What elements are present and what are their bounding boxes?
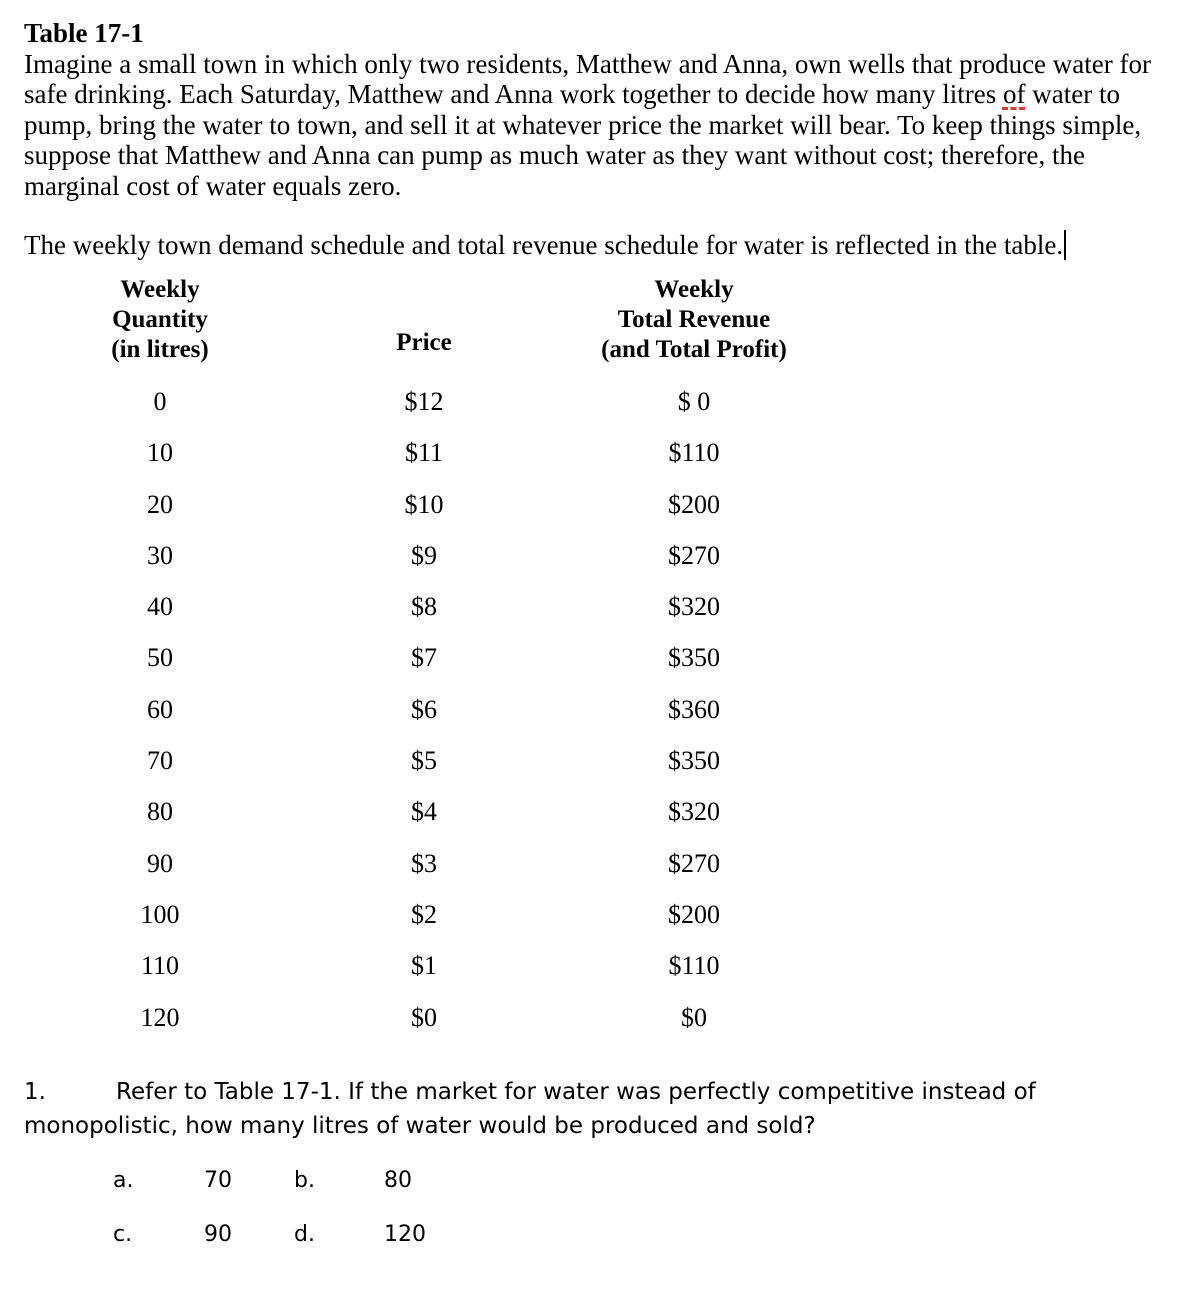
- quantity-cell: 60: [147, 694, 173, 724]
- revenue-cell: $110: [668, 951, 720, 981]
- question-text: Refer to Table 17-1. If the market for water was perfectly competitive instead of monopolistic, how many litres of water would be produced and sold?: [24, 1079, 1036, 1139]
- table-row: [0, 847, 1184, 898]
- price-cell: $7: [411, 643, 437, 673]
- table-row: [0, 436, 1184, 487]
- quantity-cell: 20: [147, 489, 173, 519]
- table-row: [0, 1001, 1184, 1052]
- quantity-cell: 0: [153, 387, 167, 416]
- demand-schedule-table: [0, 385, 1184, 1052]
- question-1: [24, 1075, 1174, 1143]
- option-d-value: 120: [384, 1222, 426, 1247]
- intro-text: [24, 49, 1174, 202]
- header-quantity-line-1: Weekly: [120, 276, 200, 303]
- revenue-cell: $110: [668, 438, 720, 468]
- quantity-cell: 30: [147, 540, 173, 570]
- option-b-letter: b.: [294, 1168, 315, 1193]
- revenue-cell: $350: [668, 746, 720, 776]
- table-row: [0, 590, 1184, 641]
- table-row: [0, 898, 1184, 949]
- revenue-cell: $320: [668, 797, 720, 827]
- price-cell: $9: [411, 540, 437, 570]
- table-row: [0, 949, 1184, 1000]
- intro-text-part-1: Imagine a small town in which only two residents, Matthew and Anna, own wells that produce water for safe drinking. Each Saturday, Matthew and Anna work together to decide how many litres: [24, 48, 1151, 109]
- lead-text: The weekly town demand schedule and total revenue schedule for water is reflected in the table.: [24, 230, 1064, 260]
- price-cell: $8: [411, 592, 437, 622]
- option-d-letter: d.: [294, 1222, 315, 1247]
- revenue-cell: $360: [668, 694, 720, 724]
- header-revenue-line-3: (and Total Profit): [601, 336, 787, 363]
- table-row: [0, 693, 1184, 744]
- revenue-cell: $320: [668, 592, 720, 622]
- option-b-value: 80: [384, 1168, 412, 1193]
- price-cell: $6: [411, 694, 437, 724]
- table-row: [0, 744, 1184, 795]
- quantity-cell: 80: [147, 797, 173, 827]
- price-cell: $4: [411, 797, 437, 827]
- revenue-cell: $350: [668, 643, 720, 673]
- quantity-cell: 120: [140, 1002, 180, 1032]
- price-cell: $10: [404, 489, 444, 519]
- header-quantity-line-3: (in litres): [111, 336, 209, 363]
- table-row: [0, 488, 1184, 539]
- option-a-value: 70: [204, 1168, 232, 1193]
- table-row: [0, 641, 1184, 692]
- quantity-cell: 10: [147, 438, 173, 468]
- option-c-value: 90: [204, 1222, 232, 1247]
- question-number: 1.: [24, 1079, 46, 1105]
- table-lead-sentence: [24, 230, 1066, 260]
- intro-text-part-2: water to pump, bring the water to town, and sell it at whatever price the market will bear. To keep things simple, suppose that Matthew and Anna can pump as much water as they want without cost; therefore, the marginal cost of water equals zero.: [24, 79, 1142, 201]
- revenue-cell: $270: [668, 540, 720, 570]
- option-c-letter: c.: [113, 1222, 133, 1247]
- revenue-cell: $ 0: [677, 387, 711, 416]
- option-a-letter: a.: [113, 1168, 134, 1193]
- price-cell: $1: [411, 951, 437, 981]
- table-row: [0, 385, 1184, 436]
- header-revenue: [601, 275, 787, 365]
- price-cell: $5: [411, 746, 437, 776]
- spellcheck-marked-word: of: [1002, 79, 1026, 109]
- revenue-cell: $270: [668, 848, 720, 878]
- revenue-cell: $200: [668, 489, 720, 519]
- quantity-cell: 40: [147, 592, 173, 622]
- quantity-cell: 100: [140, 899, 180, 929]
- quantity-cell: 110: [140, 951, 180, 981]
- table-title: Table 17-1: [24, 18, 144, 48]
- quantity-cell: 90: [147, 848, 173, 878]
- quantity-cell: 50: [147, 643, 173, 673]
- revenue-cell: $0: [681, 1002, 707, 1032]
- price-cell: $12: [404, 387, 444, 416]
- header-revenue-line-1: Weekly: [654, 276, 734, 303]
- revenue-cell: $200: [668, 899, 720, 929]
- price-cell: $11: [404, 438, 444, 468]
- quantity-cell: 70: [147, 746, 173, 776]
- header-revenue-line-2: Total Revenue: [617, 306, 771, 333]
- text-cursor: [1064, 230, 1066, 260]
- price-cell: $2: [411, 899, 437, 929]
- price-cell: $0: [411, 1002, 437, 1032]
- table-row: [0, 795, 1184, 846]
- header-quantity: [111, 275, 208, 365]
- header-price-line-1: Price: [396, 329, 452, 356]
- header-price: [396, 328, 452, 358]
- intro-paragraph: [24, 18, 1174, 201]
- header-quantity-line-2: Quantity: [112, 306, 208, 333]
- table-row: [0, 539, 1184, 590]
- price-cell: $3: [411, 848, 437, 878]
